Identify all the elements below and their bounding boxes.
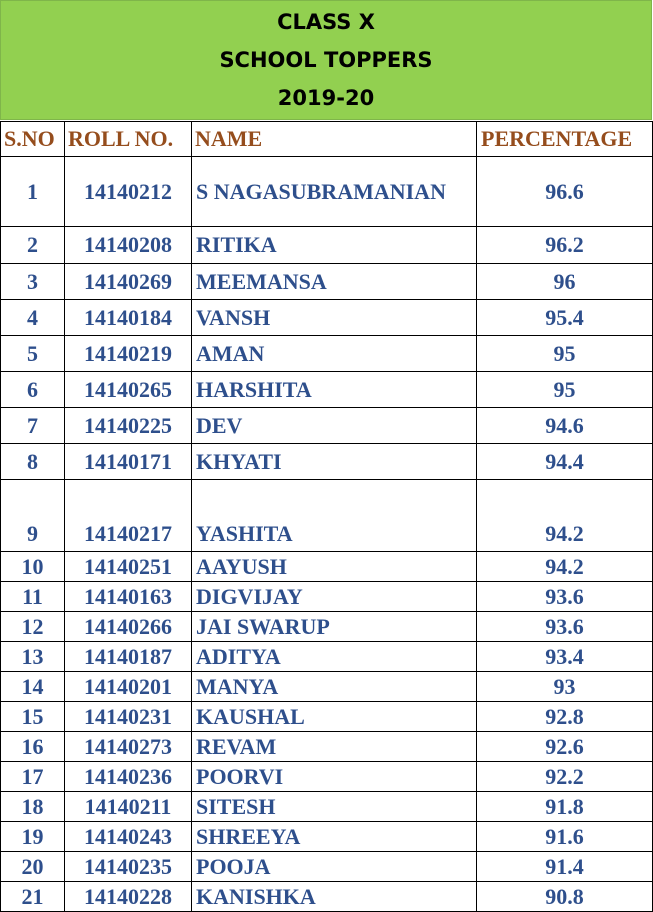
cell-name: KANISHKA bbox=[192, 882, 477, 912]
cell-name: KHYATI bbox=[192, 444, 477, 480]
cell-sno: 20 bbox=[1, 852, 65, 882]
table-row bbox=[1, 672, 653, 702]
cell-percentage: 96.6 bbox=[477, 157, 653, 227]
cell-sno: 6 bbox=[1, 372, 65, 408]
cell-name: REVAM bbox=[192, 732, 477, 762]
cell-sno: 3 bbox=[1, 264, 65, 300]
header-name: NAME bbox=[192, 122, 477, 157]
cell-roll-no: 14140269 bbox=[65, 264, 192, 300]
cell-name: DEV bbox=[192, 408, 477, 444]
title-banner bbox=[0, 0, 652, 120]
table-row bbox=[1, 264, 653, 300]
cell-sno: 14 bbox=[1, 672, 65, 702]
table-row bbox=[1, 480, 653, 552]
cell-name: SITESH bbox=[192, 792, 477, 822]
cell-roll-no: 14140228 bbox=[65, 882, 192, 912]
cell-sno: 2 bbox=[1, 227, 65, 264]
cell-roll-no: 14140163 bbox=[65, 582, 192, 612]
table-row bbox=[1, 642, 653, 672]
cell-sno: 19 bbox=[1, 822, 65, 852]
cell-name: MEEMANSA bbox=[192, 264, 477, 300]
cell-percentage: 92.2 bbox=[477, 762, 653, 792]
cell-roll-no: 14140231 bbox=[65, 702, 192, 732]
cell-roll-no: 14140184 bbox=[65, 300, 192, 336]
cell-percentage: 94.6 bbox=[477, 408, 653, 444]
cell-sno: 13 bbox=[1, 642, 65, 672]
header-sno: S.NO bbox=[1, 122, 65, 157]
cell-percentage: 94.2 bbox=[477, 480, 653, 552]
cell-roll-no: 14140236 bbox=[65, 762, 192, 792]
header-percentage: PERCENTAGE bbox=[477, 122, 653, 157]
cell-name: MANYA bbox=[192, 672, 477, 702]
table-row bbox=[1, 227, 653, 264]
cell-percentage: 95.4 bbox=[477, 300, 653, 336]
cell-roll-no: 14140273 bbox=[65, 732, 192, 762]
cell-percentage: 93.4 bbox=[477, 642, 653, 672]
cell-name: YASHITA bbox=[192, 480, 477, 552]
cell-sno: 7 bbox=[1, 408, 65, 444]
title-class: CLASS X bbox=[277, 10, 375, 34]
cell-percentage: 95 bbox=[477, 336, 653, 372]
table-row bbox=[1, 552, 653, 582]
table-row bbox=[1, 372, 653, 408]
cell-sno: 12 bbox=[1, 612, 65, 642]
cell-sno: 18 bbox=[1, 792, 65, 822]
cell-sno: 8 bbox=[1, 444, 65, 480]
cell-sno: 5 bbox=[1, 336, 65, 372]
cell-sno: 1 bbox=[1, 157, 65, 227]
cell-percentage: 92.6 bbox=[477, 732, 653, 762]
cell-sno: 15 bbox=[1, 702, 65, 732]
table-row bbox=[1, 702, 653, 732]
cell-name: HARSHITA bbox=[192, 372, 477, 408]
title-year: 2019-20 bbox=[277, 86, 375, 110]
cell-name: AAYUSH bbox=[192, 552, 477, 582]
cell-percentage: 91.4 bbox=[477, 852, 653, 882]
title-heading: SCHOOL TOPPERS bbox=[219, 48, 433, 72]
cell-percentage: 96.2 bbox=[477, 227, 653, 264]
cell-roll-no: 14140212 bbox=[65, 157, 192, 227]
cell-roll-no: 14140251 bbox=[65, 552, 192, 582]
cell-name: KAUSHAL bbox=[192, 702, 477, 732]
cell-name: RITIKA bbox=[192, 227, 477, 264]
cell-roll-no: 14140217 bbox=[65, 480, 192, 552]
cell-name: POORVI bbox=[192, 762, 477, 792]
cell-sno: 21 bbox=[1, 882, 65, 912]
table-row bbox=[1, 157, 653, 227]
header-roll: ROLL NO. bbox=[65, 122, 192, 157]
cell-roll-no: 14140201 bbox=[65, 672, 192, 702]
table-row bbox=[1, 444, 653, 480]
table-body bbox=[1, 157, 653, 912]
cell-percentage: 94.2 bbox=[477, 552, 653, 582]
cell-percentage: 93.6 bbox=[477, 582, 653, 612]
cell-roll-no: 14140243 bbox=[65, 822, 192, 852]
cell-percentage: 95 bbox=[477, 372, 653, 408]
cell-roll-no: 14140235 bbox=[65, 852, 192, 882]
cell-roll-no: 14140225 bbox=[65, 408, 192, 444]
cell-name: VANSH bbox=[192, 300, 477, 336]
cell-sno: 9 bbox=[1, 480, 65, 552]
cell-percentage: 93 bbox=[477, 672, 653, 702]
cell-percentage: 92.8 bbox=[477, 702, 653, 732]
cell-name: DIGVIJAY bbox=[192, 582, 477, 612]
table-row bbox=[1, 300, 653, 336]
cell-sno: 16 bbox=[1, 732, 65, 762]
cell-sno: 10 bbox=[1, 552, 65, 582]
table-row bbox=[1, 852, 653, 882]
cell-percentage: 96 bbox=[477, 264, 653, 300]
table-row bbox=[1, 336, 653, 372]
table-row bbox=[1, 882, 653, 912]
cell-percentage: 91.6 bbox=[477, 822, 653, 852]
cell-percentage: 90.8 bbox=[477, 882, 653, 912]
cell-name: SHREEYA bbox=[192, 822, 477, 852]
cell-name: JAI SWARUP bbox=[192, 612, 477, 642]
cell-sno: 17 bbox=[1, 762, 65, 792]
cell-roll-no: 14140266 bbox=[65, 612, 192, 642]
cell-roll-no: 14140219 bbox=[65, 336, 192, 372]
table-row bbox=[1, 582, 653, 612]
table-row bbox=[1, 732, 653, 762]
cell-roll-no: 14140211 bbox=[65, 792, 192, 822]
table-row bbox=[1, 792, 653, 822]
table-row bbox=[1, 612, 653, 642]
cell-name: S NAGASUBRAMANIAN bbox=[192, 157, 477, 227]
cell-name: ADITYA bbox=[192, 642, 477, 672]
cell-percentage: 93.6 bbox=[477, 612, 653, 642]
table-row bbox=[1, 822, 653, 852]
cell-roll-no: 14140187 bbox=[65, 642, 192, 672]
cell-percentage: 94.4 bbox=[477, 444, 653, 480]
table-row bbox=[1, 762, 653, 792]
cell-name: POOJA bbox=[192, 852, 477, 882]
table-row bbox=[1, 408, 653, 444]
cell-roll-no: 14140208 bbox=[65, 227, 192, 264]
table-header-row bbox=[1, 122, 653, 157]
cell-sno: 11 bbox=[1, 582, 65, 612]
cell-percentage: 91.8 bbox=[477, 792, 653, 822]
cell-sno: 4 bbox=[1, 300, 65, 336]
toppers-table bbox=[0, 121, 653, 912]
cell-name: AMAN bbox=[192, 336, 477, 372]
cell-roll-no: 14140171 bbox=[65, 444, 192, 480]
cell-roll-no: 14140265 bbox=[65, 372, 192, 408]
